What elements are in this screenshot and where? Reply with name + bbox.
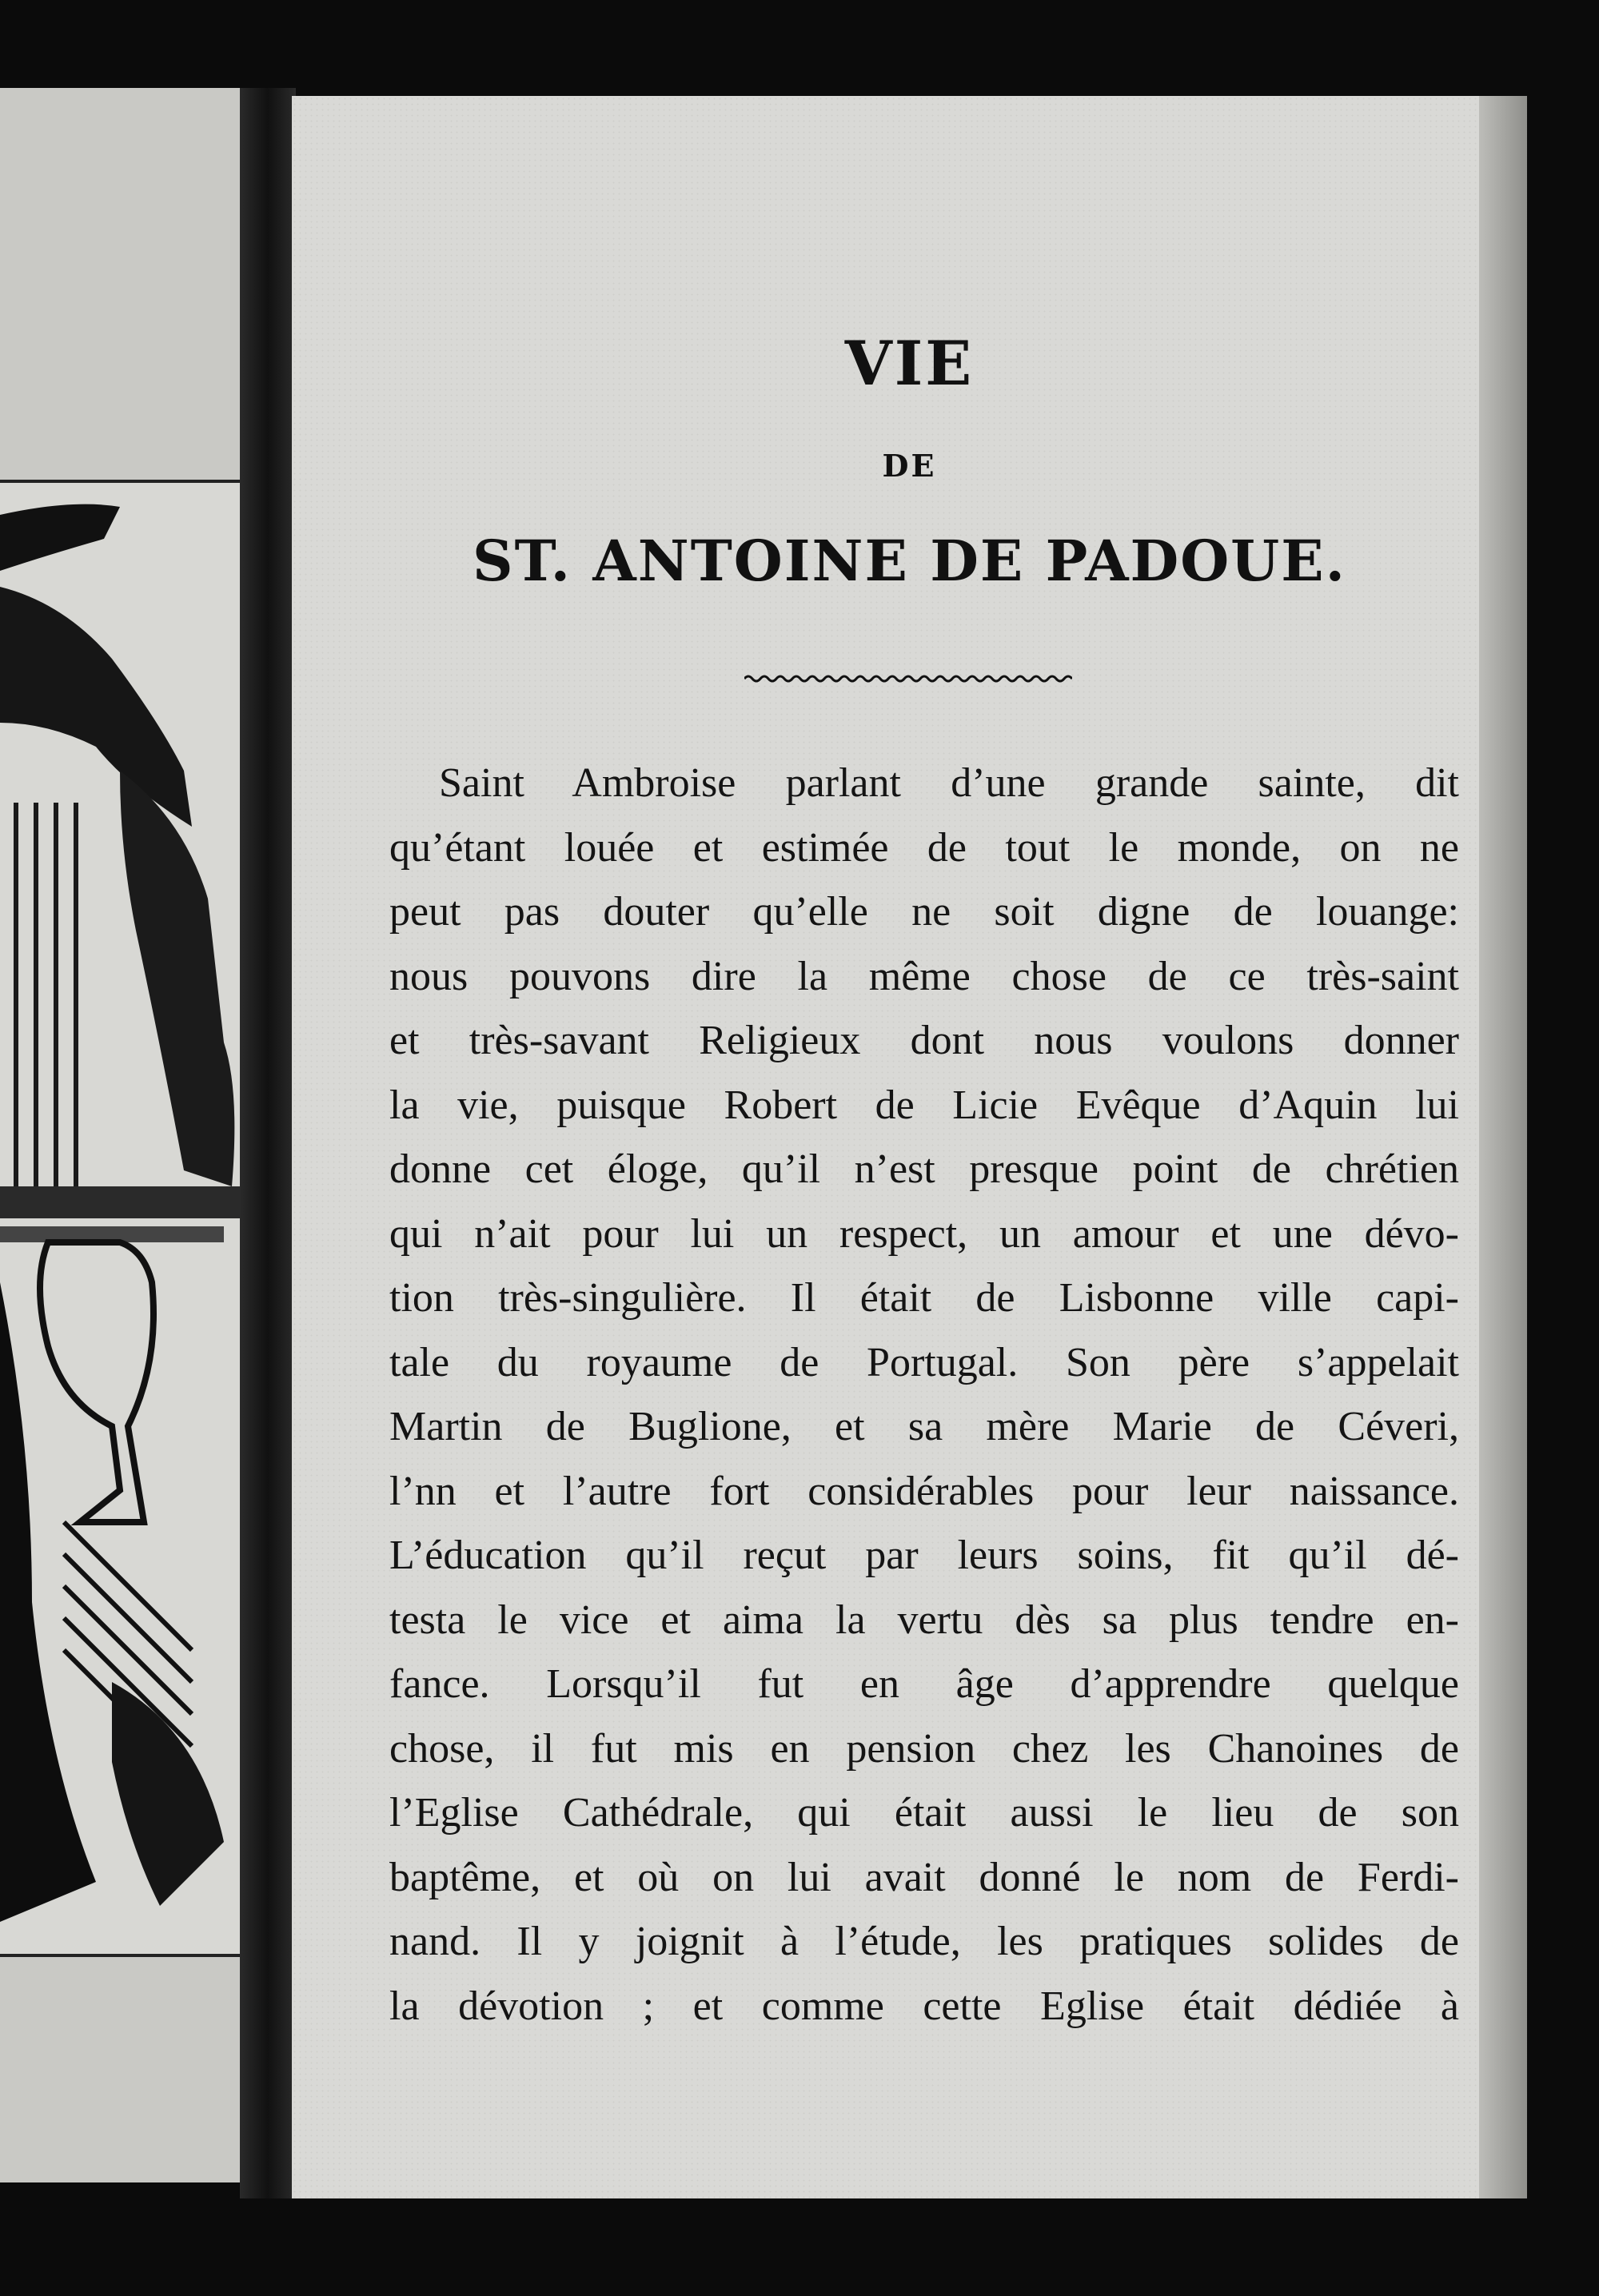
body-line: nand. Il y joignit à l’étude, les pratiques solides de [389, 1919, 1459, 1964]
body-line: donne cet éloge, qu’il n’est presque point de chrétien [389, 1146, 1459, 1192]
body-line: qui n’ait pour lui un respect, un amour et une dévo- [389, 1210, 1459, 1257]
body-line: L’éducation qu’il reçut par leurs soins, fit qu’il dé- [389, 1533, 1459, 1578]
engraving-figure-image [0, 483, 264, 1954]
body-line: chose, il fut mis en pension chez les Chanoines de [389, 1725, 1459, 1772]
body-line: fance. Lorsqu’il fut en âge d’apprendre quelque [389, 1661, 1459, 1707]
body-line: tion très-singulière. Il était de Lisbonne ville capi- [389, 1275, 1459, 1321]
body-text [389, 751, 1459, 2039]
body-line: et très-savant Religieux dont nous voulons donner [389, 1018, 1459, 1063]
right-page [292, 96, 1527, 2198]
book-gutter [240, 88, 296, 2198]
title-line-vie: VIE [844, 328, 975, 399]
body-line: qu’étant louée et estimée de tout le monde, on ne [389, 824, 1459, 871]
body-line: l’nn et l’autre fort considérables pour leur naissance. [389, 1468, 1459, 1514]
engraving-illustration [0, 480, 264, 1957]
body-line: la vie, puisque Robert de Licie Evêque d’Aquin lui [389, 1082, 1459, 1128]
body-line: baptême, et où on lui avait donné le nom de Ferdi- [389, 1854, 1459, 1900]
body-line: peut pas douter qu’elle ne soit digne de louange: [389, 889, 1459, 935]
body-line: Martin de Buglione, et sa mère Marie de Céveri, [389, 1404, 1459, 1449]
title-line-saint-name: ST. ANTOINE DE PADOUE. [473, 528, 1346, 594]
body-line: nous pouvons dire la même chose de ce très-saint [389, 953, 1459, 999]
body-line: tale du royaume de Portugal. Son père s’appelait [389, 1339, 1459, 1385]
body-line: l’Eglise Cathédrale, qui était aussi le lieu de son [389, 1790, 1459, 1836]
body-line: testa le vice et aima la vertu dès sa plus tendre en- [389, 1596, 1459, 1643]
body-line: Saint Ambroise parlant d’une grande sainte, dit [439, 760, 1459, 806]
body-line: la dévotion ; et comme cette Eglise était dédiée à [389, 1983, 1459, 2029]
title-line-de: DE [882, 448, 937, 484]
page-edge-shadow [1479, 96, 1527, 2198]
decorative-wavy-rule [744, 672, 1072, 686]
